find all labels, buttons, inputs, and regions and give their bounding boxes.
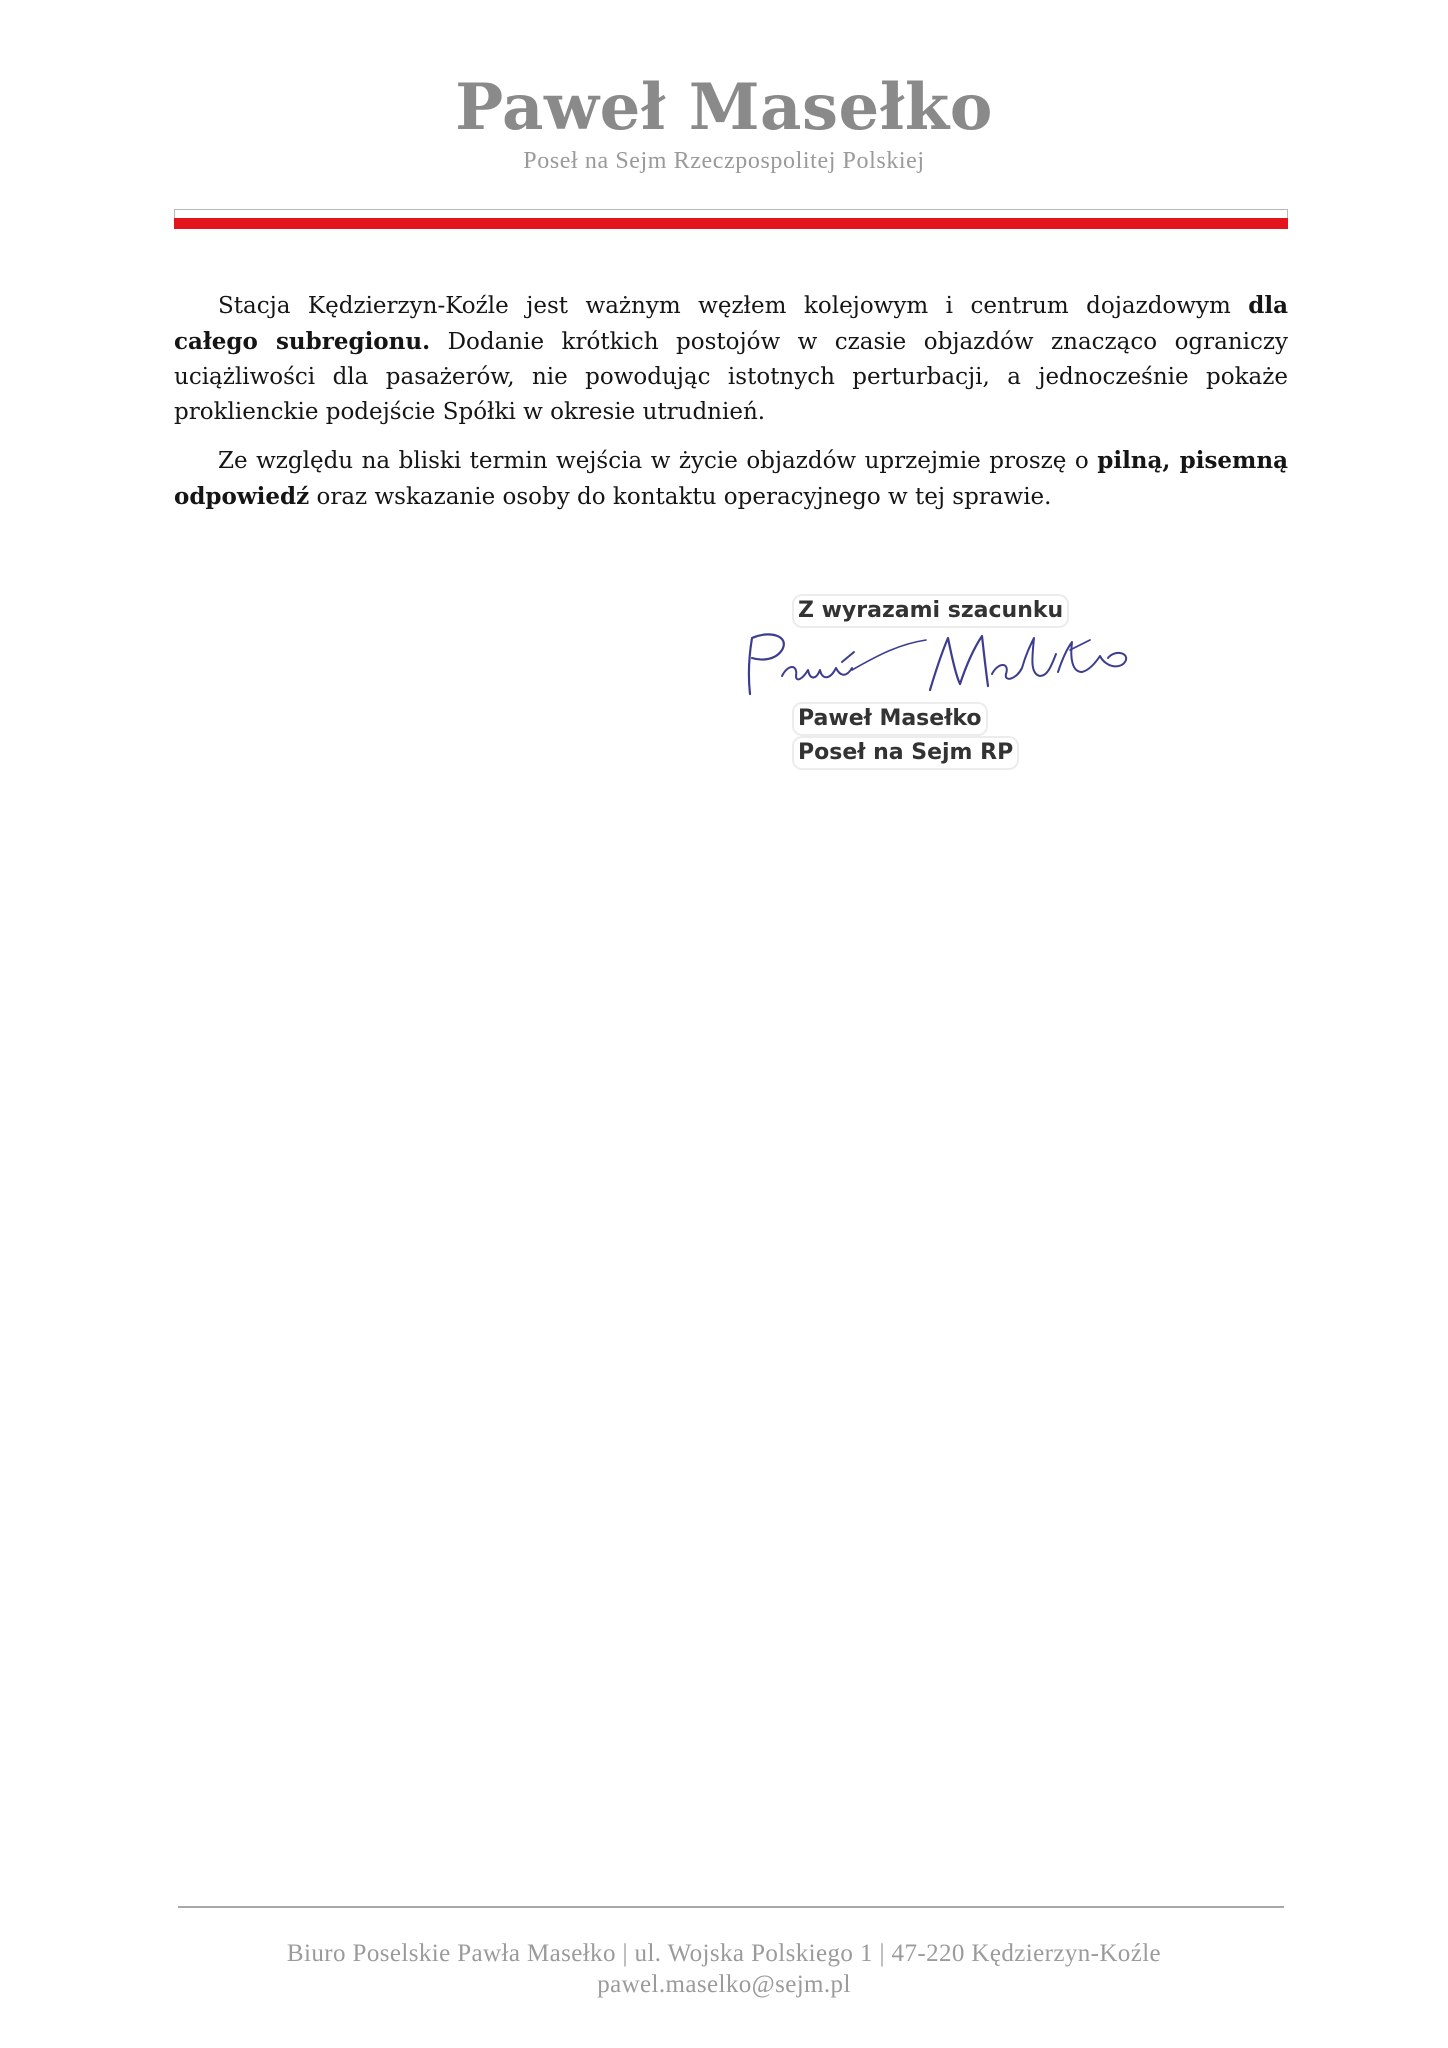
paragraph-2-bold: pilną, pisemną odpowiedź — [174, 447, 1288, 510]
letterhead-name: Paweł Masełko — [455, 70, 993, 145]
footer — [0, 1938, 1448, 2000]
signature-role: Poseł na Sejm RP — [794, 738, 1017, 768]
paragraph-2-text-a: Ze względu na bliski termin wejścia w życie objazdów uprzejmie proszę o — [218, 448, 1098, 474]
flag-red-band — [174, 218, 1288, 229]
paragraph-2-text-b: oraz wskazanie osoby do kontaktu operacyjnego w tej sprawie. — [309, 484, 1052, 510]
paragraph-1-text-b: Dodanie krótkich postojów w czasie objazdów znacząco ograniczy uciążliwości dla pasażerów, nie powodując istotnych perturbacji, a jednocześnie pokaże proklienckie podejście Spółki w okresie utrudnień. — [174, 329, 1289, 425]
paragraph-2 — [174, 443, 1288, 515]
letterhead-title: Poseł na Sejm Rzeczpospolitej Polskiej — [523, 148, 925, 174]
paragraph-1-text-a: Stacja Kędzierzyn-Koźle jest ważnym węzłem kolejowym i centrum dojazdowym — [218, 293, 1249, 319]
signature-block — [730, 592, 1210, 782]
footer-email: pawel.maselko@sejm.pl — [597, 1971, 851, 1998]
paragraph-1 — [174, 288, 1288, 430]
flag-white-band — [174, 209, 1288, 218]
letter-body — [174, 288, 1288, 528]
signature-closing: Z wyrazami szacunku — [794, 596, 1067, 626]
signature-name: Paweł Masełko — [794, 704, 986, 734]
footer-divider — [178, 1906, 1284, 1908]
footer-address: Biuro Poselskie Pawła Masełko | ul. Wojska Polskiego 1 | 47-220 Kędzierzyn-Koźle — [286, 1940, 1162, 1967]
paragraph-1-bold: dla całego subregionu. — [174, 292, 1288, 355]
letterhead — [0, 70, 1448, 176]
signature-strokes — [749, 634, 1126, 694]
polish-flag-stripe — [174, 209, 1288, 229]
handwritten-signature — [730, 624, 1210, 706]
